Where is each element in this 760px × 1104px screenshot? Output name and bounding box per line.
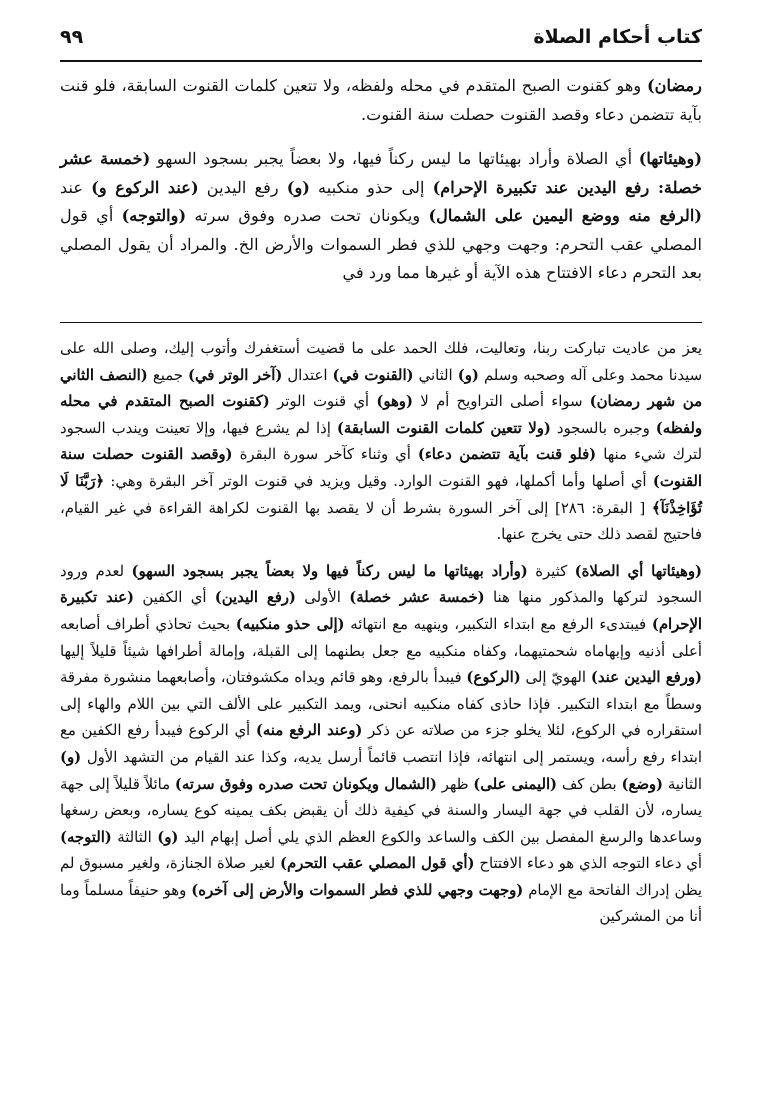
text-span: فيبدأ بالرفع، وهو قائم ويداه مكشوفتان، وأصابعهما منشورة مفرقة وسطاً مع ابتداء التكبير. فإذا حاذى كفاه منكبيه انحنى، ويمد التكبير على الألف التي بين اللام والهاء إلى استقراره في الركوع، لئلا يخلو جزء من صلاته عن ذكر <box>60 669 703 740</box>
running-title: كتاب أحكام الصلاة <box>533 26 702 48</box>
text-span: ظهر <box>436 775 474 793</box>
text-span: الثاني <box>413 366 458 384</box>
bold-phrase: (الشمال ويكونان تحت صدره وفوق سرته) <box>174 775 437 793</box>
text-span: كثيرة <box>527 562 575 580</box>
bold-phrase: (و) <box>157 828 179 846</box>
text-span: وهو كقنوت الصبح المتقدم في محله ولفظه، ولا تتعين كلمات القنوت السابقة، فلو قنت بآية تتضمن دعاء وقصد القنوت حصلت سنة القنوت. <box>60 76 702 124</box>
text-span: مائلاً قليلاً إلى جهة يساره، لأن القلب في جهة اليسار والسنة في كيفية ذلك أن يقبض بكف يمينه كوع يساره، وبعض رسغها وساعدها والرسغ المفصل بين الكف والساعد والكوع العظم الذي يلي أصل إبهام اليد <box>60 775 702 846</box>
bold-phrase: (ولا تتعين كلمات القنوت السابقة) <box>336 419 551 437</box>
text-span: أي وثناء كآخر سورة البقرة <box>232 446 418 464</box>
bold-phrase: (اليمنى على) <box>473 775 558 793</box>
commentary-text <box>60 336 702 941</box>
bold-phrase: (إلى حذو منكبيه) <box>235 615 345 633</box>
bold-phrase: رمضان) <box>646 76 702 95</box>
text-span: أي الكفين <box>134 589 215 607</box>
bold-phrase: (وهيئاتها) <box>638 149 702 168</box>
bold-phrase: (والتوجه) <box>121 206 187 225</box>
text-span: أي الصلاة وأراد بهيئاتها ما ليس ركناً فيها، ولا بعضاً يجبر بسجود السهو <box>150 149 639 168</box>
text-span: رفع اليدين <box>198 177 287 197</box>
text-span: سواء أصلى التراويح أم لا <box>412 393 590 411</box>
bold-phrase: (وهو) <box>376 393 413 411</box>
bold-phrase: (آخر الوتر في) <box>187 366 283 384</box>
text-span: أي قنوت الوتر <box>269 393 377 411</box>
header-rule <box>60 60 702 62</box>
bold-phrase: (و) <box>286 177 310 197</box>
bold-phrase: (خمسة عشر خصلة: رفع اليدين عند تكبيرة الإحرام) <box>60 149 702 197</box>
text-span: الثالثة <box>111 828 158 846</box>
bold-phrase: (فلو قنت بآية تتضمن دعاء) <box>417 446 597 464</box>
bold-phrase: (الرفع منه ووضع اليمين على الشمال) <box>428 206 702 225</box>
text-span: الأولى <box>295 589 350 607</box>
text-span: أي قول المصلي عقب التحرم: وجهت وجهي للذي فطر السموات والأرض الخ. والمراد أن يقول المصلي بعد التحرم دعاء الافتتاح هذه الآية أو غيرها مما ورد في <box>60 206 702 282</box>
quran-verse: ﴿رَبَّنَا لَا تُؤَاخِذْنَآ﴾ <box>60 472 702 517</box>
bold-phrase: (كقنوت الصبح المتقدم في محله ولفظه) <box>60 393 702 437</box>
bold-phrase: (القنوت في) <box>332 366 414 384</box>
text-span: يعز من عاديت تباركت ربنا، وتعاليت، فلك الحمد على ما قضيت أستغفرك وأتوب إليك، وصلى الله على سيدنا محمد وعلى آله وصحبه وسلم <box>60 340 702 384</box>
text-span: [ البقرة: ٢٨٦] إلى آخر السورة بشرط أن لا يقصد بها القنوت لكراهة القراءة في غير القيام، فاحتيج لقصد ذلك حتى يخرج عنها. <box>60 499 702 544</box>
page-header <box>60 26 702 48</box>
bold-phrase: (رفع اليدين) <box>214 589 296 607</box>
commentary-paragraph <box>60 559 702 931</box>
text-span: لعدم ورود السجود لتركها والمذكور منها هنا <box>60 562 702 607</box>
bold-phrase: (وضع) <box>621 775 664 793</box>
text-span: الهويّ إلى <box>520 669 591 687</box>
text-span: إلى حذو منكبيه <box>309 177 433 197</box>
bold-phrase: (وقصد القنوت حصلت سنة القنوت) <box>60 446 703 490</box>
bold-phrase: (و) <box>60 748 82 766</box>
text-span: عند <box>60 177 92 197</box>
text-span: أي الركوع فيبدأ رفع الكفين مع ابتداء رفع رأسه، ويستمر إلى انتهائه، فإذا انتصب قائماً أرسل يديه، وكذا عند القيام من التشهد الأول <box>60 722 702 766</box>
text-span: ويكونان تحت صدره وفوق سرته <box>186 206 429 225</box>
main-text <box>60 72 702 304</box>
bold-phrase: (الركوع) <box>466 669 521 687</box>
bold-phrase: (وجهت وجهي للذي فطر السموات والأرض إلى آخره) <box>191 881 524 899</box>
text-span: إذا لم يشرع فيها، وإلا تعينت ويندب السجود لترك شيء منها <box>60 419 702 464</box>
page-number: ٩٩ <box>60 26 84 48</box>
main-paragraph <box>60 72 702 129</box>
text-span: فيبتدىء الرفع مع ابتداء التكبير، وينهيه مع انتهائه <box>344 615 652 633</box>
footnote-rule <box>60 322 702 323</box>
bold-phrase: (خمسة عشر خصلة) <box>349 589 485 607</box>
bold-phrase: (وهيئاتها أي الصلاة) <box>574 562 702 580</box>
text-span: لغير صلاة الجنازة، ولغير مسبوق لم يظن إدراك الفاتحة مع الإمام <box>60 855 702 899</box>
text-span: اعتدال <box>282 366 333 384</box>
text-span: أي أصلها وأما أكملها، فهو القنوت الوارد. وقيل ويزيد في قنوت الوتر آخر البقرة وهي: <box>104 472 653 490</box>
text-span: وجبره بالسجود <box>550 419 656 437</box>
commentary-paragraph <box>60 336 702 549</box>
text-span: أي دعاء التوجه الذي هو دعاء الافتتاح <box>474 855 702 873</box>
bold-phrase: (التوجه) <box>60 828 112 846</box>
text-span: بطن كف <box>557 775 622 793</box>
bold-phrase: (و) <box>457 366 479 384</box>
text-span: بحيث تحاذي أطراف أصابعه أعلى أذنيه وإبهاماه شحمتيهما، وكفاه منكبيه مع جعل بطنهما إلى القبلة، وإمالة أطرافها شيئاً قليلاً إليها <box>60 615 702 660</box>
text-span: وهو حنيفاً مسلماً وما أنا من المشركين <box>60 881 702 926</box>
text-span: الثانية <box>663 775 702 793</box>
main-paragraph <box>60 145 702 288</box>
bold-phrase: (عند الركوع و) <box>91 177 199 197</box>
bold-phrase: (ورفع اليدين عند) <box>590 669 703 687</box>
bold-phrase: (عند تكبيرة الإحرام) <box>60 589 702 633</box>
bold-phrase: (أي قول المصلي عقب التحرم) <box>280 855 475 873</box>
bold-phrase: (وعند الرفع منه) <box>255 722 363 740</box>
text-span: جميع <box>147 366 188 384</box>
bold-phrase: (النصف الثاني من شهر رمضان) <box>60 366 702 411</box>
bold-phrase: (وأراد بهيئاتها ما ليس ركناً فيها ولا بعضاً يجبر بسجود السهو) <box>131 562 528 580</box>
